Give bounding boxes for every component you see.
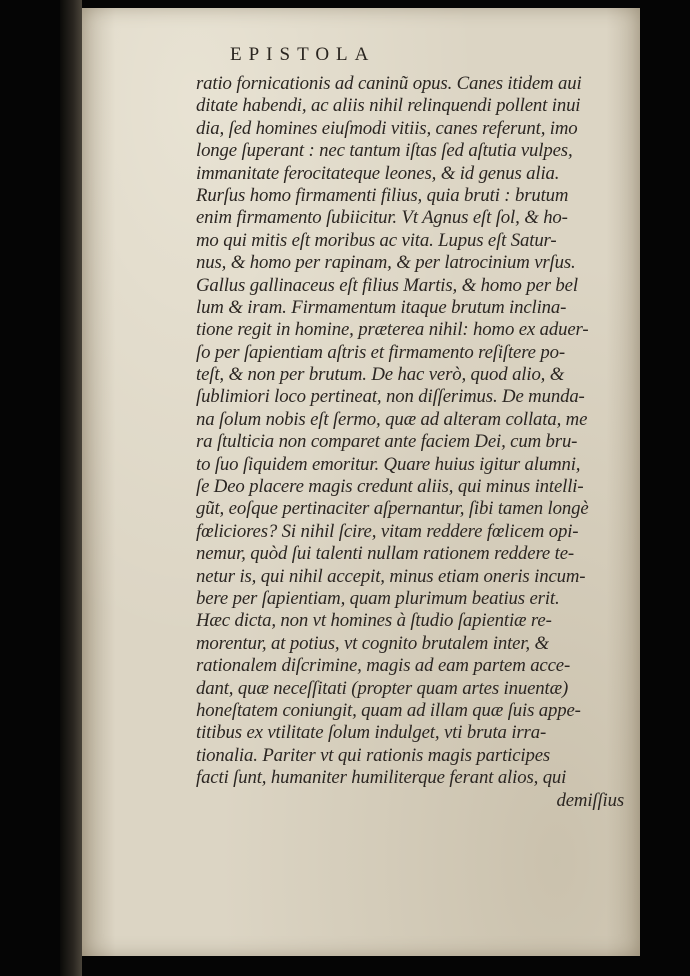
text-line: netur is, qui nihil accepit, minus etiam oneris incum- — [196, 565, 586, 587]
body-text — [196, 73, 628, 812]
text-line: teſt, & non per brutum. De hac verò, quod alio, & — [196, 364, 565, 386]
text-line: immanitate ferocitateque leones, & id genus alia. — [196, 162, 560, 184]
text-line: Hæc dicta, non vt homines à ſtudio ſapientiæ re- — [196, 610, 552, 632]
text-line: ſo per ſapientiam aſtris et firmamento reſiſtere po- — [196, 341, 565, 363]
text-line: longe ſuperant : nec tantum iſtas ſed aſtutia vulpes, — [196, 140, 573, 162]
text-line: ratio fornicationis ad caninũ opus. Canes itidem aui — [196, 73, 582, 94]
text-line: tione regit in homine, præterea nihil: homo ex aduer- — [196, 319, 589, 341]
text-line: Rurſus homo firmamenti filius, quia bruti : brutum — [196, 184, 569, 206]
text-line: facti ſunt, humaniter humiliterque ferant alios, qui — [196, 767, 567, 789]
running-head: EPISTOLA — [230, 44, 376, 65]
book-gutter-edge — [60, 0, 82, 976]
text-line: honeſtatem coniungit, quam ad illam quæ ſuis appe- — [196, 699, 581, 721]
text-line: ditate habendi, ac aliis nihil relinquendi pollent inui — [196, 95, 581, 117]
text-line: bere per ſapientiam, quam plurimum beatius erit. — [196, 587, 560, 609]
text-line: ſublimiori loco pertineat, non diſſerimus. De munda- — [196, 386, 585, 408]
text-line: nus, & homo per rapinam, & per latrocinium vrſus. — [196, 252, 576, 274]
text-line: nemur, quòd ſui talenti nullam rationem reddere te- — [196, 543, 575, 565]
text-line: ra ſtulticia non comparet ante faciem Dei, cum bru- — [196, 431, 578, 453]
text-line: ſe Deo placere magis credunt aliis, qui minus intelli- — [196, 476, 584, 498]
text-line: Gallus gallinaceus eſt filius Martis, & homo per bel — [196, 274, 578, 296]
text-line: morentur, at potius, vt cognito brutalem inter, & — [196, 632, 549, 654]
text-line: mo qui mitis eſt moribus ac vita. Lupus eſt Satur- — [196, 229, 557, 251]
text-line: to ſuo ſiquidem emoritur. Quare huius igitur alumni, — [196, 453, 581, 475]
text-line: titibus ex vtilitate ſolum indulget, vti bruta irra- — [196, 722, 547, 744]
text-line: dia, ſed homines eiuſmodi vitiis, canes referunt, imo — [196, 117, 578, 139]
text-line: na ſolum nobis eſt ſermo, quæ ad alteram collata, me — [196, 408, 588, 430]
text-line: rationalem diſcrimine, magis ad eam partem acce- — [196, 655, 571, 677]
catchword: demiſſius — [556, 789, 624, 811]
text-line: tionalia. Pariter vt qui rationis magis participes — [196, 744, 551, 766]
text-line: dant, quæ neceſſitati (propter quam artes inuentæ) — [196, 677, 569, 699]
text-line: lum & iram. Firmamentum itaque brutum inclina- — [196, 296, 567, 318]
text-line: fœliciores? Si nihil ſcire, vitam reddere fœlicem opi- — [196, 520, 579, 542]
text-line: enim firmamento ſubiicitur. Vt Agnus eſt ſol, & ho- — [196, 207, 568, 229]
text-line: gũt, eoſque pertinaciter aſpernantur, ſibi tamen longè — [196, 498, 589, 520]
